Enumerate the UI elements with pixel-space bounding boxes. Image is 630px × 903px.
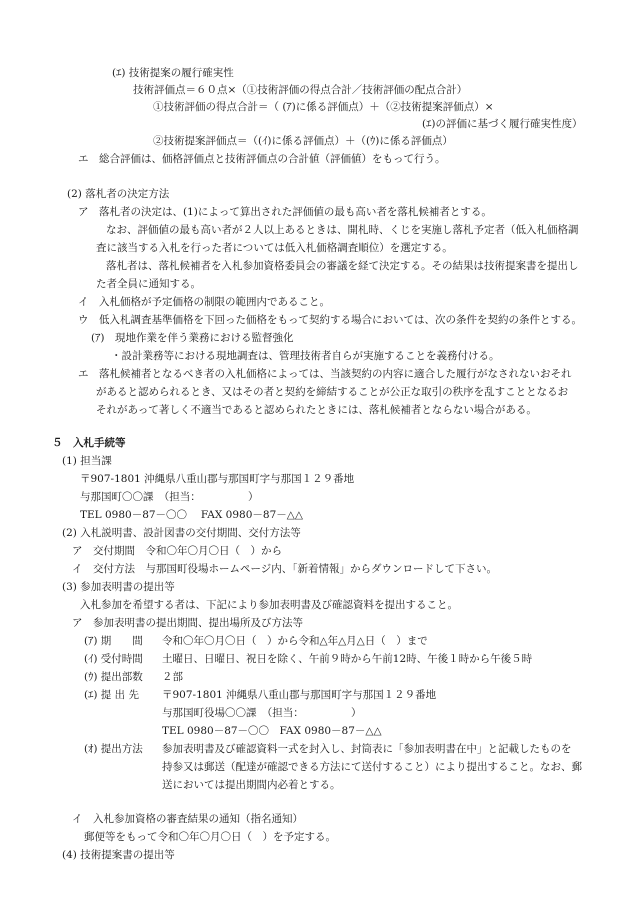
text-line: 落札者は、落札候補者を入札参加資格委員会の審議を経て決定する。その結果は技術提案書を提出し	[106, 260, 579, 272]
chapter-heading: ５ 入札手続等	[52, 437, 126, 449]
item-label: (ｱ) 期 間	[84, 635, 143, 647]
item-label: (ｵ) 提出方法	[84, 743, 143, 755]
item-value: TEL 0980－87－〇〇 FAX 0980－87－△△	[162, 725, 382, 737]
text-line: イ 交付方法 与那国町役場ホームページ内、「新着情報」からダウンロードして下さい。	[72, 563, 498, 575]
section-heading: (3) 参加表明書の提出等	[62, 581, 175, 593]
text-line: があると認められるとき、又はその者と契約を締結することが公正な取引の秩序を乱すこととなるお	[96, 386, 569, 398]
item-value: 持参又は郵送（配達が確認できる方法にて送付すること）により提出すること。なお、郵	[162, 761, 582, 773]
text-line: ア 参加表明書の提出期間、提出場所及び方法等	[72, 617, 303, 629]
item-value: 令和〇年〇月〇日（ ）から令和△年△月△日（ ）まで	[162, 635, 428, 647]
text-line: ウ 低入札調査基準価格を下回った価格をもって契約する場合においては、次の条件を契約の条件とする。	[78, 314, 582, 326]
section-heading: (2) 落札者の決定方法	[67, 188, 170, 200]
text-line: TEL 0980－87－〇〇 FAX 0980－87－△△	[80, 509, 303, 521]
text-line: ア 落札者の決定は、(1)によって算出された評価値の最も高い者を落札候補者とする。	[78, 206, 492, 218]
item-value: ２部	[162, 671, 183, 683]
text-line: 〒907-1801 沖縄県八重山郡与那国町字与那国１２９番地	[80, 473, 355, 485]
text-line: イ 入札参加資格の審査結果の通知（指名通知）	[72, 813, 303, 825]
section-heading: (4) 技術提案書の提出等	[62, 849, 175, 861]
item-value: 土曜日、日曜日、祝日を除く、午前９時から午前12時、午後１時から午後５時	[162, 653, 533, 665]
item-value: 送においては提出期間内必着とする。	[162, 779, 341, 791]
text-line: ①技術評価の得点合計＝（ (ｱ)に係る評価点）＋（②技術提案評価点）×	[153, 101, 494, 113]
text-line: ②技術提案評価点＝（(ｲ)に係る評価点）＋（(ｳ)に係る評価点）	[153, 135, 453, 147]
item-label: (ｴ) 提 出 先	[84, 689, 139, 701]
text-line: エ 総合評価は、価格評価点と技術評価点の合計値（評価値）をもって行う。	[78, 153, 446, 165]
text-line: (ｴ)の評価に基づく履行確実性度）	[422, 118, 583, 130]
item-value: 与那国町役場〇〇課 （担当： ）	[162, 707, 362, 719]
text-line: なお、評価値の最も高い者が２人以上あるときは、開札時、くじを実施し落札予定者（低入札価格調	[106, 224, 579, 236]
text-line: イ 入札価格が予定価格の制限の範囲内であること。	[78, 296, 330, 308]
text-line: ア 交付期間 令和〇年〇月〇日（ ）から	[72, 545, 282, 557]
section-heading: (1) 担当課	[62, 455, 112, 467]
text-line: それがあって著しく不適当であると認められたときには、落札候補者とならない場合がある。	[96, 404, 537, 416]
item-label: (ｳ) 提出部数	[84, 671, 143, 683]
text-line: (ｱ) 現地作業を伴う業務における監督強化	[91, 332, 294, 344]
text-line: 入札参加を希望する者は、下記により参加表明書及び確認資料を提出すること。	[80, 599, 458, 611]
item-value: 参加表明書及び確認資料一式を封入し、封筒表に「参加表明書在中」と記載したものを	[162, 743, 572, 755]
text-line: 与那国町〇〇課 （担当： ）	[80, 491, 259, 503]
text-line: エ 落札候補者となるべき者の入札価格によっては、当該契約の内容に適合した履行がなされないおそれ	[78, 368, 572, 380]
item-label: (ｲ) 受付時間	[84, 653, 143, 665]
text-line: た者全員に通知する。	[96, 278, 201, 290]
section-heading: (2) 入札説明書、設計図書の交付期間、交付方法等	[62, 527, 301, 539]
text-line: (ｴ) 技術提案の履行確実性	[112, 67, 234, 79]
text-line: 技術評価点＝６０点×（①技術評価の得点合計／技術評価の配点合計）	[133, 84, 468, 96]
text-line: ・設計業務等における現地調査は、管理技術者自らが実施することを義務付ける。	[111, 350, 500, 362]
item-value: 〒907-1801 沖縄県八重山郡与那国町字与那国１２９番地	[162, 689, 437, 701]
text-line: 査に該当する入札を行った者については低入札価格調査順位）を選定する。	[96, 242, 453, 254]
text-line: 郵便等をもって令和〇年〇月〇日（ ）を予定する。	[84, 831, 336, 843]
